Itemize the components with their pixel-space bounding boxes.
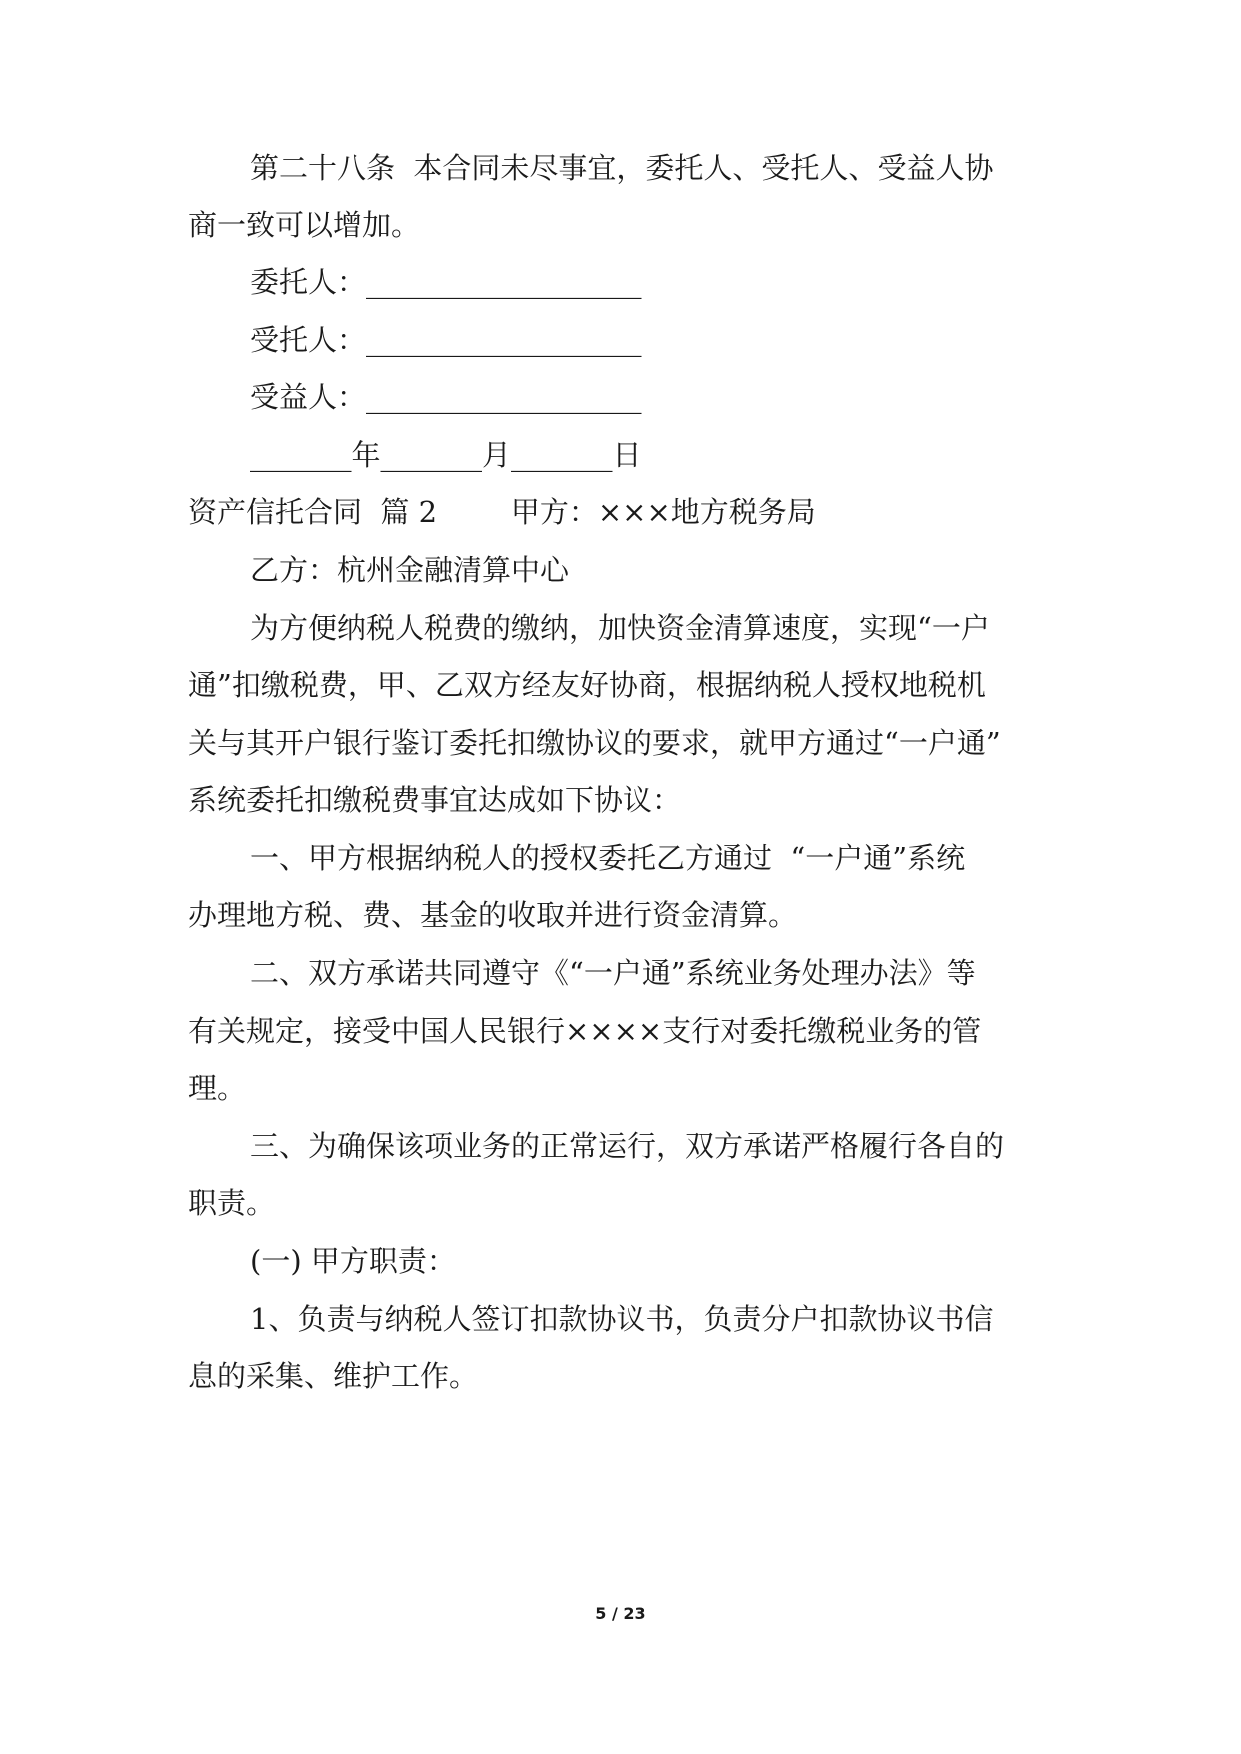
article-28-line-1: 第二十八条 本合同未尽事宜，委托人、受托人、受益人协 (250, 151, 994, 185)
trustee-signature-line: 受托人：___________________ (250, 323, 642, 357)
preamble-line-4: 系统委托扣缴税费事宜达成如下协议： (188, 783, 682, 817)
duty-1-line-2: 息的采集、维护工作。 (188, 1359, 479, 1393)
party-a-duties-heading: (一) 甲方职责： (250, 1244, 456, 1278)
article-28-line-2: 商一致可以增加。 (188, 208, 421, 242)
clause-1-line-2: 办理地方税、费、基金的收取并进行资金清算。 (188, 898, 798, 932)
duty-1-line-1: 1、负责与纳税人签订扣款协议书，负责分户扣款协议书信 (250, 1302, 994, 1336)
clause-1-line-1: 一、甲方根据纳税人的授权委托乙方通过 “一户通”系统 (250, 841, 966, 875)
clause-2-line-1: 二、双方承诺共同遵守《“一户通”系统业务处理办法》等 (250, 956, 976, 990)
clause-3-line-2: 职责。 (188, 1186, 276, 1220)
clause-2-line-2: 有关规定，接受中国人民银行××××支行对委托缴税业务的管 (188, 1014, 982, 1048)
contract-2-heading: 资产信托合同 篇 2 甲方：×××地方税务局 (188, 495, 816, 529)
page-number: 5 / 23 (595, 1604, 646, 1623)
date-line: _______年_______月_______日 (250, 438, 642, 472)
trustor-signature-line: 委托人：___________________ (250, 265, 642, 299)
preamble-line-2: 通”扣缴税费，甲、乙双方经友好协商，根据纳税人授权地税机 (188, 668, 986, 702)
beneficiary-signature-line: 受益人：___________________ (250, 380, 642, 414)
clause-3-line-1: 三、为确保该项业务的正常运行，双方承诺严格履行各自的 (250, 1129, 1005, 1163)
preamble-line-3: 关与其开户银行鉴订委托扣缴协议的要求，就甲方通过“一户通” (188, 726, 1001, 760)
preamble-line-1: 为方便纳税人税费的缴纳，加快资金清算速度，实现“一户 (250, 611, 990, 645)
party-b-line: 乙方：杭州金融清算中心 (250, 553, 570, 587)
clause-2-line-3: 理。 (188, 1071, 247, 1105)
